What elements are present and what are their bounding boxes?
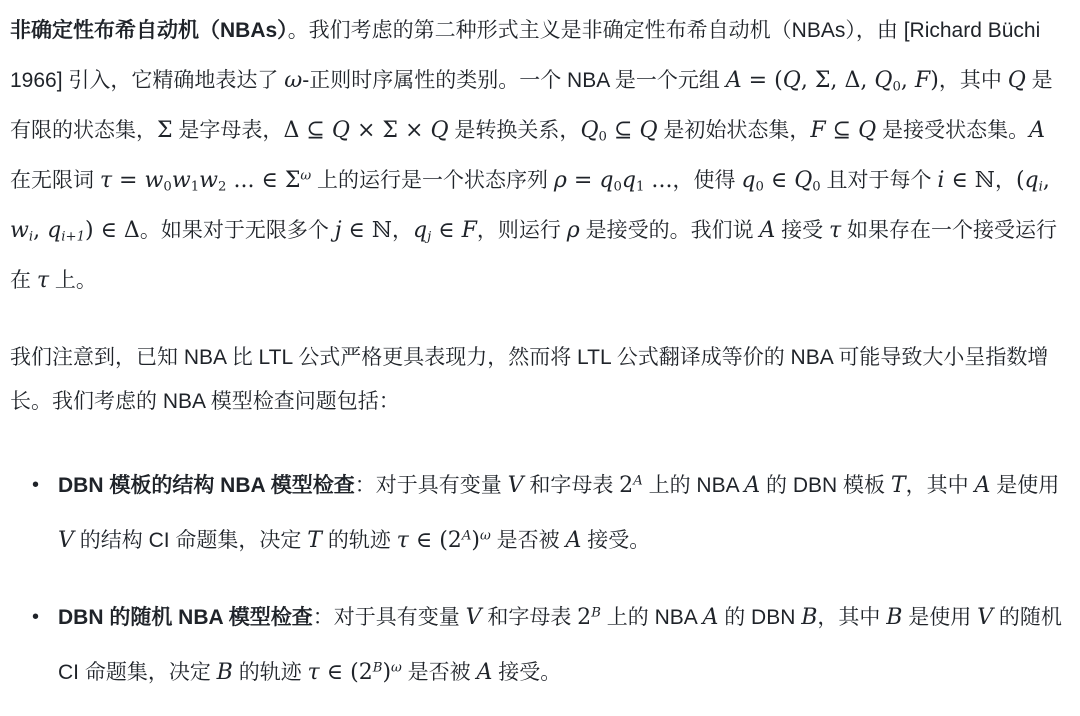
math-italic-run: V (465, 605, 482, 630)
text-run: ：对于具有变量 (312, 606, 466, 629)
math-italic-run: $w_0$ (144, 168, 172, 195)
math-upright-run: ... (644, 168, 673, 193)
math-italic-run: τ (396, 528, 409, 553)
text-run: ：对于具有变量 (354, 474, 508, 497)
bullet-random-nba-model-checking (10, 590, 1066, 700)
subscript: 1 (190, 179, 200, 195)
text-run: ， (392, 219, 414, 242)
math-upright-run: ∈ ( (319, 660, 359, 685)
text-run: 的轨迹 (321, 529, 397, 552)
text-run: 的 DBN 模板 (760, 474, 891, 497)
math-italic-run: τ (307, 660, 320, 685)
math-upright-run: $2^B$ (577, 605, 601, 630)
math-italic-run: Q (1007, 68, 1026, 93)
math-italic-run: $w_i$ (10, 218, 34, 245)
subscript: 0 (755, 179, 764, 195)
subscript: 0 (163, 179, 172, 195)
text-run: ，其中 (938, 69, 1008, 92)
subscript: 1 (636, 179, 645, 195)
superscript: A (633, 473, 643, 489)
text-run: 是否被 (401, 661, 477, 684)
math-italic-run: j (334, 218, 342, 243)
math-italic-run: $w_1$ (171, 168, 200, 195)
math-upright-run: $\Sigma^\omega$ (284, 168, 312, 193)
text-run: ，其中 (817, 606, 887, 629)
math-italic-run: τ (99, 168, 113, 193)
text-run: 上的 NBA (642, 474, 745, 497)
subscript: i (1038, 179, 1043, 195)
math-upright-run: ∈ (431, 218, 462, 243)
text-run: 且对于每个 (820, 169, 938, 192)
math-italic-run: τ (829, 218, 842, 243)
math-upright-run: , (33, 218, 48, 243)
math-italic-run: ω (284, 68, 303, 93)
bold-text-run: DBN 模板的结构 NBA 模型检查 (58, 474, 355, 497)
text-run: 在无限词 (10, 169, 100, 192)
math-italic-run: $Q_0$ (794, 168, 821, 195)
math-italic-run: $w_2$ (199, 168, 227, 195)
math-italic-run: i (937, 168, 945, 193)
text-run: 是字母表， (172, 119, 284, 142)
text-run: 的随机 CI 命题集，决定 (58, 606, 1062, 684)
math-italic-run: $q_j$ (413, 218, 432, 245)
bullet-text (58, 458, 1066, 568)
text-run: 上的 NBA (600, 606, 703, 629)
math-upright-run: )$^\omega$ (471, 528, 491, 553)
math-italic-run: $Q_0$ (580, 118, 607, 145)
text-run: 接受。 (492, 661, 562, 684)
superscript: B (591, 605, 601, 621)
bullet-structural-nba-model-checking (10, 458, 1066, 568)
superscript: A (461, 528, 472, 544)
math-upright-run: ∈ ( (408, 528, 448, 553)
bullet-marker: • (32, 606, 40, 628)
math-italic-run: Q (782, 68, 801, 93)
math-italic-run: V (507, 473, 524, 498)
math-italic-run: $q_0$ (741, 168, 764, 195)
text-run: 是接受状态集。 (876, 119, 1030, 142)
math-italic-run: Q (331, 118, 350, 143)
bullet-marker: • (32, 474, 40, 496)
math-italic-run: B (801, 605, 818, 630)
paragraph-nba-expressiveness (10, 336, 1066, 424)
superscript: ω (479, 528, 491, 544)
math-italic-run: $q_1$ (621, 168, 645, 195)
math-italic-run: τ (36, 268, 50, 293)
math-upright-run: = (112, 168, 145, 193)
math-upright-run: ( (1015, 168, 1025, 193)
text-run: ，其中 (905, 474, 975, 497)
math-italic-run: $Q_0$ (874, 68, 901, 95)
text-run: 是转换关系， (448, 119, 581, 142)
text-run: ，使得 (672, 169, 742, 192)
text-run: ， (994, 169, 1016, 192)
text-run: 我们注意到，已知 NBA 比 LTL 公式严格更具表现力，然而将 LTL 公式翻译成等价的 NBA 可能导致大小呈指数增长。我们考虑的 NBA 模型检查问题包括： (10, 346, 1049, 413)
text-run: 是使用 (990, 474, 1060, 497)
subscript: 0 (598, 129, 607, 145)
math-upright-run: Σ (157, 118, 173, 143)
math-italic-run: V (58, 528, 74, 553)
math-upright-run: = ( (741, 68, 783, 93)
text-run: 是否被 (490, 529, 566, 552)
math-upright-run: ... ∈ (226, 168, 285, 193)
text-run: 。我们考虑的第二种形式主义是非确定性布希自动机（NBAs），由 [Richard Büchi 1966] 引入，它精确地表达了 (10, 19, 1041, 92)
subscript: 2 (218, 179, 227, 195)
paragraph-nba-definition (10, 6, 1066, 306)
math-upright-run: = (566, 168, 600, 193)
subscript: i (28, 229, 34, 245)
math-script-run: A (1029, 118, 1046, 143)
math-upright-run: $2^A$ (447, 528, 472, 553)
math-upright-run: , (900, 68, 915, 93)
text-run: 是有限的状态集， (10, 69, 1053, 142)
math-upright-run: ∈ ℕ (944, 168, 995, 193)
text-run: 和字母表 (523, 474, 620, 497)
math-italic-run: ρ (553, 168, 567, 193)
math-script-run: T (890, 473, 906, 498)
math-italic-run: F (461, 218, 477, 243)
text-run: 的结构 CI 命题集，决定 (73, 529, 308, 552)
math-upright-run: ∈ ℕ (341, 218, 393, 243)
text-run: 和字母表 (481, 606, 578, 629)
math-script-run: A (702, 605, 719, 630)
math-upright-run: $2^A$ (619, 473, 643, 498)
math-italic-run: Q (639, 118, 658, 143)
subscript: j (427, 229, 432, 245)
math-upright-run: ∈ (763, 168, 795, 193)
bullet-text (58, 590, 1066, 700)
text-run: 。如果对于无限多个 (139, 219, 335, 242)
text-run: 是接受的。我们说 (579, 219, 760, 242)
math-script-run: A (759, 218, 776, 243)
math-upright-run: ) ∈ Δ (84, 218, 140, 243)
math-script-run: A (476, 660, 493, 685)
math-upright-run: , (1042, 168, 1050, 193)
text-run: 的 DBN (718, 606, 802, 629)
math-upright-run: ⊆ (606, 118, 640, 143)
math-italic-run: B (886, 605, 903, 630)
superscript: ω (391, 660, 402, 676)
math-italic-run: F (914, 68, 931, 93)
text-run: 上。 (49, 269, 97, 292)
text-run: 是使用 (902, 606, 978, 629)
text-run: -正则时序属性的类别。一个 NBA 是一个元组 (302, 69, 726, 92)
math-upright-run: ) (930, 68, 939, 93)
math-upright-run: ⊆ (825, 118, 859, 143)
bold-text-run: 非确定性布希自动机（NBAs） (10, 19, 288, 42)
math-italic-run: A (974, 473, 991, 498)
math-upright-run: )$^\omega$ (382, 660, 402, 685)
math-upright-run: × Σ × (349, 118, 431, 143)
superscript: ω (300, 168, 312, 184)
subscript: i+1 (61, 229, 85, 245)
bold-text-run: DBN 的随机 NBA 模型检查 (58, 606, 313, 629)
math-italic-run: Q (430, 118, 449, 143)
subscript: 0 (613, 179, 622, 195)
math-script-run: A (565, 528, 582, 553)
math-upright-run: , Σ, Δ, (800, 68, 875, 93)
math-italic-run: B (216, 660, 233, 685)
math-italic-run: $q_{i+1}$ (47, 218, 85, 245)
text-run: 的轨迹 (232, 661, 308, 684)
math-script-run: A (725, 68, 742, 93)
math-italic-run: $q_0$ (599, 168, 622, 195)
math-italic-run: V (977, 605, 994, 630)
subscript: 0 (892, 79, 901, 95)
math-upright-run: $2^B$ (358, 660, 383, 685)
text-run: 上的运行是一个状态序列 (311, 169, 554, 192)
math-script-run: T (307, 528, 322, 553)
subscript: 0 (812, 179, 821, 195)
math-script-run: A (744, 473, 761, 498)
text-run: ，则运行 (476, 219, 567, 242)
math-italic-run: Q (858, 118, 877, 143)
text-run: 接受 (775, 219, 829, 242)
math-italic-run: $q_i$ (1024, 168, 1043, 195)
superscript: B (372, 660, 383, 676)
text-run: 接受。 (581, 529, 651, 552)
text-run: 是初始状态集， (657, 119, 811, 142)
math-italic-run: ρ (566, 218, 580, 243)
math-upright-run: Δ ⊆ (283, 118, 332, 143)
math-italic-run: F (810, 118, 826, 143)
text-run: 如果存在一个接受运行在 (10, 219, 1058, 292)
